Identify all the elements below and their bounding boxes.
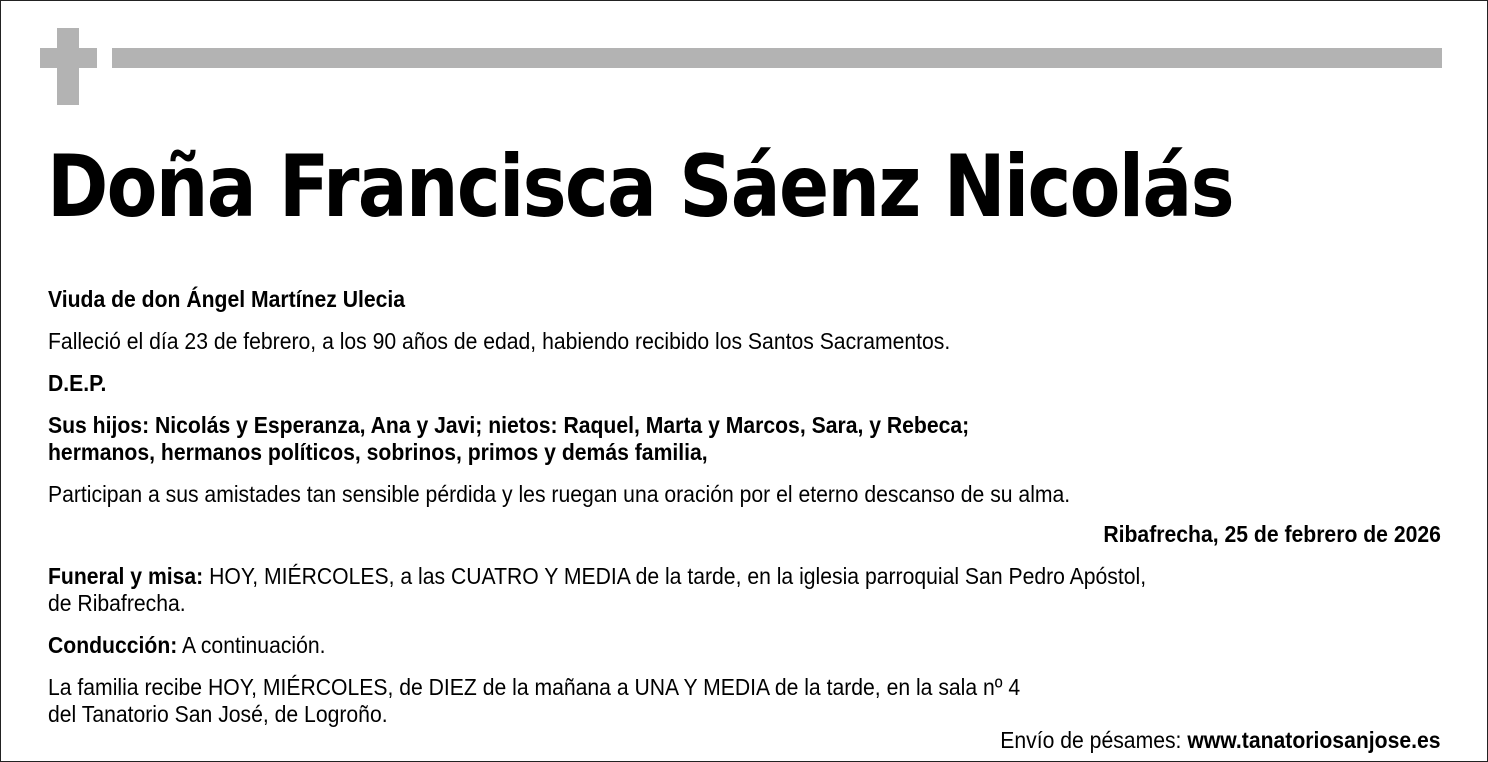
rip: D.E.P. [48,370,107,396]
procession-text: A continuación. [177,632,326,658]
family-line-1: Sus hijos: Nicolás y Esperanza, Ana y Javi; nietos: Raquel, Marta y Marcos, Sara, y Rebeca; [48,412,970,438]
family-line-2: hermanos, hermanos políticos, sobrinos, primos y demás familia, [48,439,708,465]
death-notice: Falleció el día 23 de febrero, a los 90 años de edad, habiendo recibido los Santos Sacramentos. [48,328,951,354]
request-prayer: Participan a sus amistades tan sensible pérdida y les ruegan una oración por el eterno descanso de su alma. [48,481,1071,507]
deceased-name: Doña Francisca Sáenz Nicolás [47,137,1233,237]
funeral-label: Funeral y misa: [48,563,204,589]
widow-of: Viuda de don Ángel Martínez Ulecia [48,286,406,312]
funeral-text: HOY, MIÉRCOLES, a las CUATRO Y MEDIA de la tarde, en la iglesia parroquial San Pedro Apóstol, [203,563,1147,589]
place-date: Ribafrecha, 25 de febrero de 2026 [1103,521,1441,547]
condolences-link[interactable]: www.tanatoriosanjose.es [1187,727,1441,753]
latin-cross-icon-arm [40,48,97,68]
procession-label: Conducción: [48,632,178,658]
procession [48,632,326,659]
funeral-line-1 [48,563,1146,590]
reception-line-1: La familia recibe HOY, MIÉRCOLES, de DIEZ de la mañana a UNA Y MEDIA de la tarde, en la sala nº 4 [48,674,1021,700]
reception-line-2: del Tanatorio San José, de Logroño. [48,701,388,727]
funeral-line-2: de Ribafrecha. [48,590,186,616]
header-rule [112,48,1442,68]
condolences-label: Envío de pésames: [1000,727,1188,753]
condolences [1001,727,1441,754]
